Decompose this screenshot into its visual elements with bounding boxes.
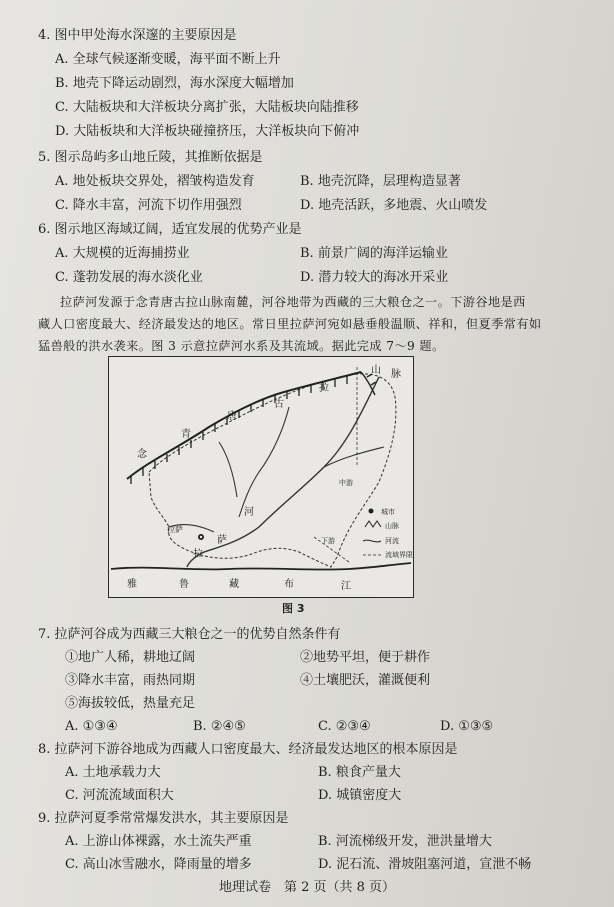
q6-option-a: A. 大规模的近海捕捞业 <box>55 246 190 261</box>
map-legend <box>363 507 413 559</box>
passage-line-1: 拉萨河发源于念青唐古拉山脉南麓，河谷地带为西藏的三大粮仓之一。下游谷地是西 <box>60 295 526 309</box>
q7-option-d: D. ①③⑤ <box>440 719 494 734</box>
q4-option-c: C. 大陆板块和大洋板块分离扩张，大陆板块向陆推移 <box>55 100 359 115</box>
q5-stem: 5. 图示岛屿多山地丘陵，其推断依据是 <box>38 150 263 165</box>
q7-item-2: ②地势平坦，便于耕作 <box>300 650 431 665</box>
label-lhasa-city: 拉萨 <box>167 525 183 534</box>
label-he: 河 <box>244 507 254 518</box>
q9-option-b: B. 河流梯级开发，泄洪量增大 <box>318 834 492 849</box>
q4-option-a: A. 全球气候逐渐变暖，海平面不断上升 <box>55 52 281 67</box>
q8-stem: 8. 拉萨河下游谷地成为西藏人口密度最大、经济最发达地区的根本原因是 <box>38 742 458 757</box>
label-lu: 鲁 <box>179 579 189 590</box>
legend-mountain-icon <box>365 521 381 527</box>
q8-option-c: C. 河流流域面积大 <box>65 788 174 803</box>
q5-option-a: A. 地处板块交界处，褶皱构造发育 <box>55 174 255 189</box>
q7-item-4: ④土壤肥沃，灌溉便利 <box>300 673 431 688</box>
q9-option-a: A. 上游山体裸露，水土流失严重 <box>65 834 252 849</box>
q9-option-c: C. 高山冰雪融水，降雨量的增多 <box>65 857 252 872</box>
yarlung-tsangpo <box>111 563 411 570</box>
legend-city: 城市 <box>381 508 395 516</box>
q7-option-a: A. ①③④ <box>65 719 118 734</box>
legend-city-icon <box>369 509 374 514</box>
page-footer: 地理试卷 第 2 页（共 8 页） <box>218 880 396 895</box>
tributary-1 <box>239 407 289 517</box>
label-xiayou: 下游 <box>321 537 335 545</box>
q7-item-1: ①地广人稀，耕地辽阔 <box>65 650 196 665</box>
q7-option-b: B. ②④⑤ <box>193 719 246 734</box>
q5-option-b: B. 地壳沉降，层理构造显著 <box>300 174 461 189</box>
q7-item-3: ③降水丰富，雨热同期 <box>65 673 196 688</box>
passage-line-2: 藏人口密度最大、经济最发达的地区。常日里拉萨河宛如悬垂般温顺、祥和，但夏季常有如 <box>38 317 542 331</box>
tributary-2 <box>219 442 237 497</box>
label-sa: 萨 <box>217 535 227 546</box>
q6-stem: 6. 图示地区海域辽阔，适宜发展的优势产业是 <box>38 222 302 237</box>
label-nian: 念 <box>137 449 147 460</box>
label-zhongyou: 中游 <box>339 479 353 487</box>
label-gu: 古 <box>274 399 284 410</box>
q8-option-b: B. 粮食产量大 <box>318 765 401 780</box>
map-svg <box>109 357 413 597</box>
q7-item-5: ⑤海拔较低，热量充足 <box>65 696 196 711</box>
label-qing: 青 <box>181 429 191 440</box>
q4-option-d: D. 大陆板块和大洋板块碰撞挤压，大洋板块向下俯冲 <box>55 124 360 139</box>
q9-stem: 9. 拉萨河夏季常常爆发洪水，其主要原因是 <box>38 811 289 826</box>
mountain-ridge-marks <box>131 376 347 484</box>
label-mai: 脉 <box>391 369 401 380</box>
label-jiang: 江 <box>341 581 351 592</box>
label-la-bottom: 拉 <box>193 549 203 560</box>
q7-stem: 7. 拉萨河谷成为西藏三大粮仓之一的优势自然条件有 <box>38 627 341 642</box>
q4-option-b: B. 地壳下降运动剧烈，海水深度大幅增加 <box>55 76 294 91</box>
bleed-through-shadow <box>504 20 614 540</box>
label-ya: 雅 <box>127 579 137 590</box>
legend-river-icon <box>363 540 381 542</box>
q5-option-d: D. 地壳活跃，多地震、火山喷发 <box>300 198 488 213</box>
label-la-top: 拉 <box>319 383 329 394</box>
q4-stem: 4. 图中甲处海水深邃的主要原因是 <box>38 28 237 43</box>
passage-line-3: 猛兽般的洪水袭来。图 3 示意拉萨河水系及其流域。据此完成 7～9 题。 <box>38 339 445 353</box>
label-tang: 唐 <box>227 411 237 422</box>
label-shan: 山 <box>371 365 381 376</box>
lhasa-river-map <box>108 356 414 598</box>
q8-option-d: D. 城镇密度大 <box>318 788 402 803</box>
q8-option-a: A. 土地承载力大 <box>65 765 161 780</box>
basin-boundary <box>149 374 396 567</box>
q5-option-c: C. 降水丰富，河流下切作用强烈 <box>55 198 242 213</box>
figure-caption: 图 3 <box>282 602 305 615</box>
q6-option-d: D. 潜力较大的海冰开采业 <box>300 270 449 285</box>
q6-option-b: B. 前景广阔的海洋运输业 <box>300 246 448 261</box>
legend-boundary: 流域界限 <box>385 551 413 559</box>
legend-river: 河流 <box>385 537 399 545</box>
q7-option-c: C. ②③④ <box>318 719 371 734</box>
q6-option-c: C. 蓬勃发展的海水淡化业 <box>55 270 203 285</box>
label-bu: 布 <box>284 579 294 590</box>
label-zang: 藏 <box>229 579 239 590</box>
q9-option-d: D. 泥石流、滑坡阻塞河道，宣泄不畅 <box>318 857 532 872</box>
legend-mountain: 山脉 <box>385 522 399 530</box>
